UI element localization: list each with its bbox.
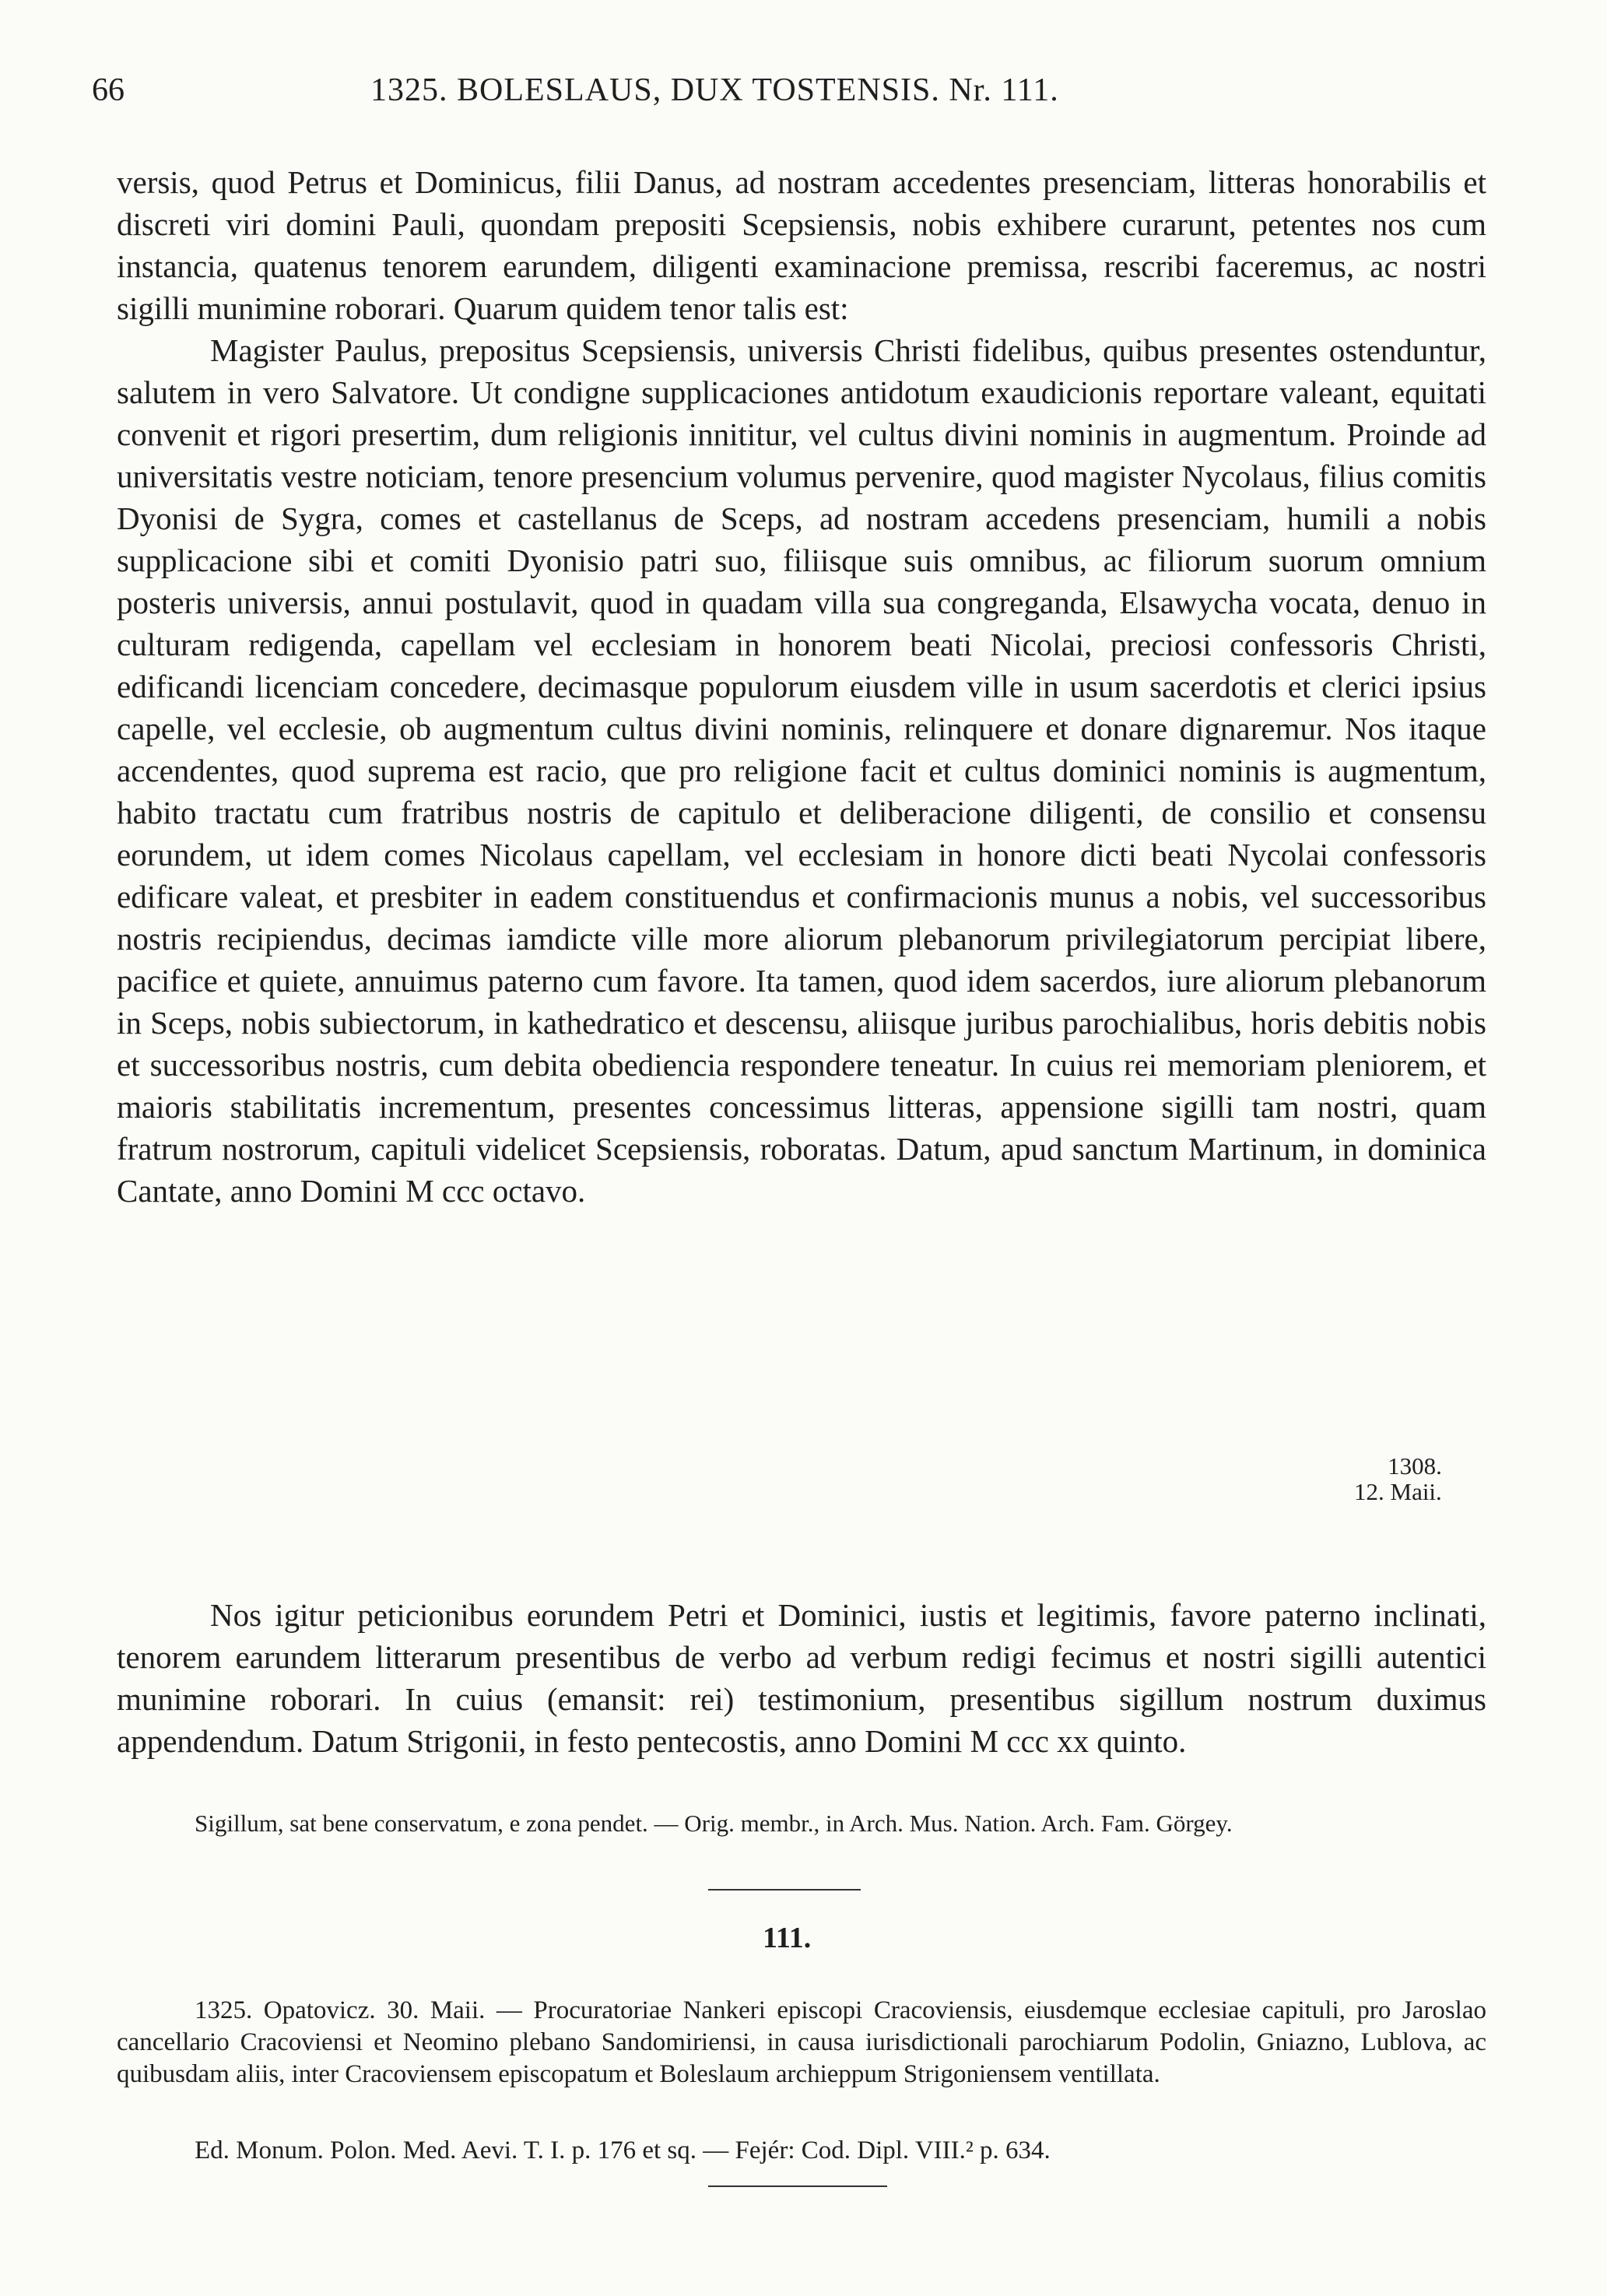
page-number: 66 [92, 72, 125, 108]
paragraph-inserted-charter: Magister Paulus, prepositus Scepsiensis, universis Christi fidelibus, quibus presentes ostenduntur, salutem in vero Salvatore. Ut condigne supplicaciones antidotum exaudicionis reportare valeant, equitati convenit et rigori presertim, dum religionis innititur, vel cultus divini nominis in augmentum. Proinde ad universitatis vestre noticiam, tenore presencium volumus pervenire, quod magister Nycolaus, filius comitis Dyonisi de Sygra, comes et castellanus de Sceps, ad nostram accedens presenciam, humili a nobis supplicacione sibi et comiti Dyonisio patri suo, filiisque suis omnibus, ac filiorum suorum omnium posteris universis, annui postulavit, quod in quadam villa sua congreganda, Elsawycha vocata, denuo in culturam redigenda, capellam vel ecclesiam in honorem beati Nicolai, preciosi confessoris Christi, edificandi licenciam concedere, decimasque populorum eiusdem ville in usum sacerdotis et clerici ipsius capelle, vel ecclesie, ob augmentum cultus divini nominis, relinquere et donare dignaremur. Nos itaque accendentes, quod suprema est racio, que pro religione facit et cultus dominici nominis is augmentum, habito tractatu cum fratribus nostris de capitulo et deliberacione diligenti, de consilio et consensu eorundem, ut idem comes Nicolaus capellam, vel ecclesiam in honore dicti beati Nycolai confessoris edificare valeat, et presbiter in eadem constituendus et confirmacionis munus a nobis, vel successoribus nostris recipiendus, decimas iamdicte ville more aliorum plebanorum privilegiatorum percipiat libere, pacifice et quiete, annuimus paterno cum favore. Ita tamen, quod idem sacerdos, iure aliorum plebanorum in Sceps, nobis subiectorum, in kathedratico et descensu, aliisque juribus parochialibus, horis debitis nobis et successoribus nostris, cum debita obediencia respondere teneatur. In cuius rei memoriam pleniorem, et maioris stabilitatis incrementum, presentes concessimus litteras, appensione sigilli tam nostri, quam fratrum nostrorum, capituli videlicet Scepsiensis, roboratas. Datum, apud sanctum Martinum, in dominica Cantate, anno Domini M ccc octavo. [117, 332, 1486, 1209]
edition-note: Ed. Monum. Polon. Med. Aevi. T. I. p. 176 et sq. — Fejér: Cod. Dipl. VIII.² p. 634. [195, 2136, 1051, 2164]
margin-date-year: 1308. [1388, 1452, 1442, 1480]
paragraph-intro: versis, quod Petrus et Dominicus, filii Danus, ad nostram accedentes presenciam, litteras honorabilis et discreti viri domini Pauli, quondam prepositi Scepsiensis, nobis exhibere curarunt, petentes nos cum instancia, quatenus tenorem earundem, diligenti examinacione premissa, rescribi faceremus, ac nostri sigilli munimine roborari. Quarum quidem tenor talis est: [117, 164, 1486, 326]
seal-note [117, 1807, 1486, 1839]
margin-date-day: 12. Maii. [1354, 1478, 1442, 1505]
charter-text [117, 161, 1486, 1212]
running-title: 1325. BOLESLAUS, DUX TOSTENSIS. Nr. 111. [370, 72, 1059, 108]
charter-conclusion [117, 1594, 1486, 1762]
seal-note-text: Sigillum, sat bene conservatum, e zona pendet. — Orig. membr., in Arch. Mus. Nation. Arch. Fam. Görgey. [195, 1810, 1233, 1837]
margin-date [1354, 1453, 1442, 1504]
divider-rule-bottom [708, 2185, 887, 2187]
divider-rule [708, 1889, 861, 1891]
document-number: 111. [763, 1922, 812, 1954]
regest-summary: 1325. Opatovicz. 30. Maii. — Procuratoriae Nankeri episcopi Cracoviensis, eiusdemque ecclesiae capituli, pro Jaroslao cancellario Cracoviensi et Neomino plebano Sandomiriensi, in causa iurisdictionali parochiarum Podolin, Gniazno, Lublova, ac quibusdam aliis, inter Cracoviensem episcopatum et Boleslaum archieppum Strigoniensem ventillata. [117, 1996, 1486, 2088]
page-header [92, 72, 1493, 118]
paragraph-conclusion: Nos igitur peticionibus eorundem Petri et Dominici, iustis et legitimis, favore paterno inclinati, tenorem earundem litterarum presentibus de verbo ad verbum redigi fecimus et nostri sigilli autentici munimine roborari. In cuius (emansit: rei) testimonium, presentibus sigillum nostrum duximus appendendum. Datum Strigonii, in festo pentecostis, anno Domini M ccc xx quinto. [117, 1597, 1486, 1759]
